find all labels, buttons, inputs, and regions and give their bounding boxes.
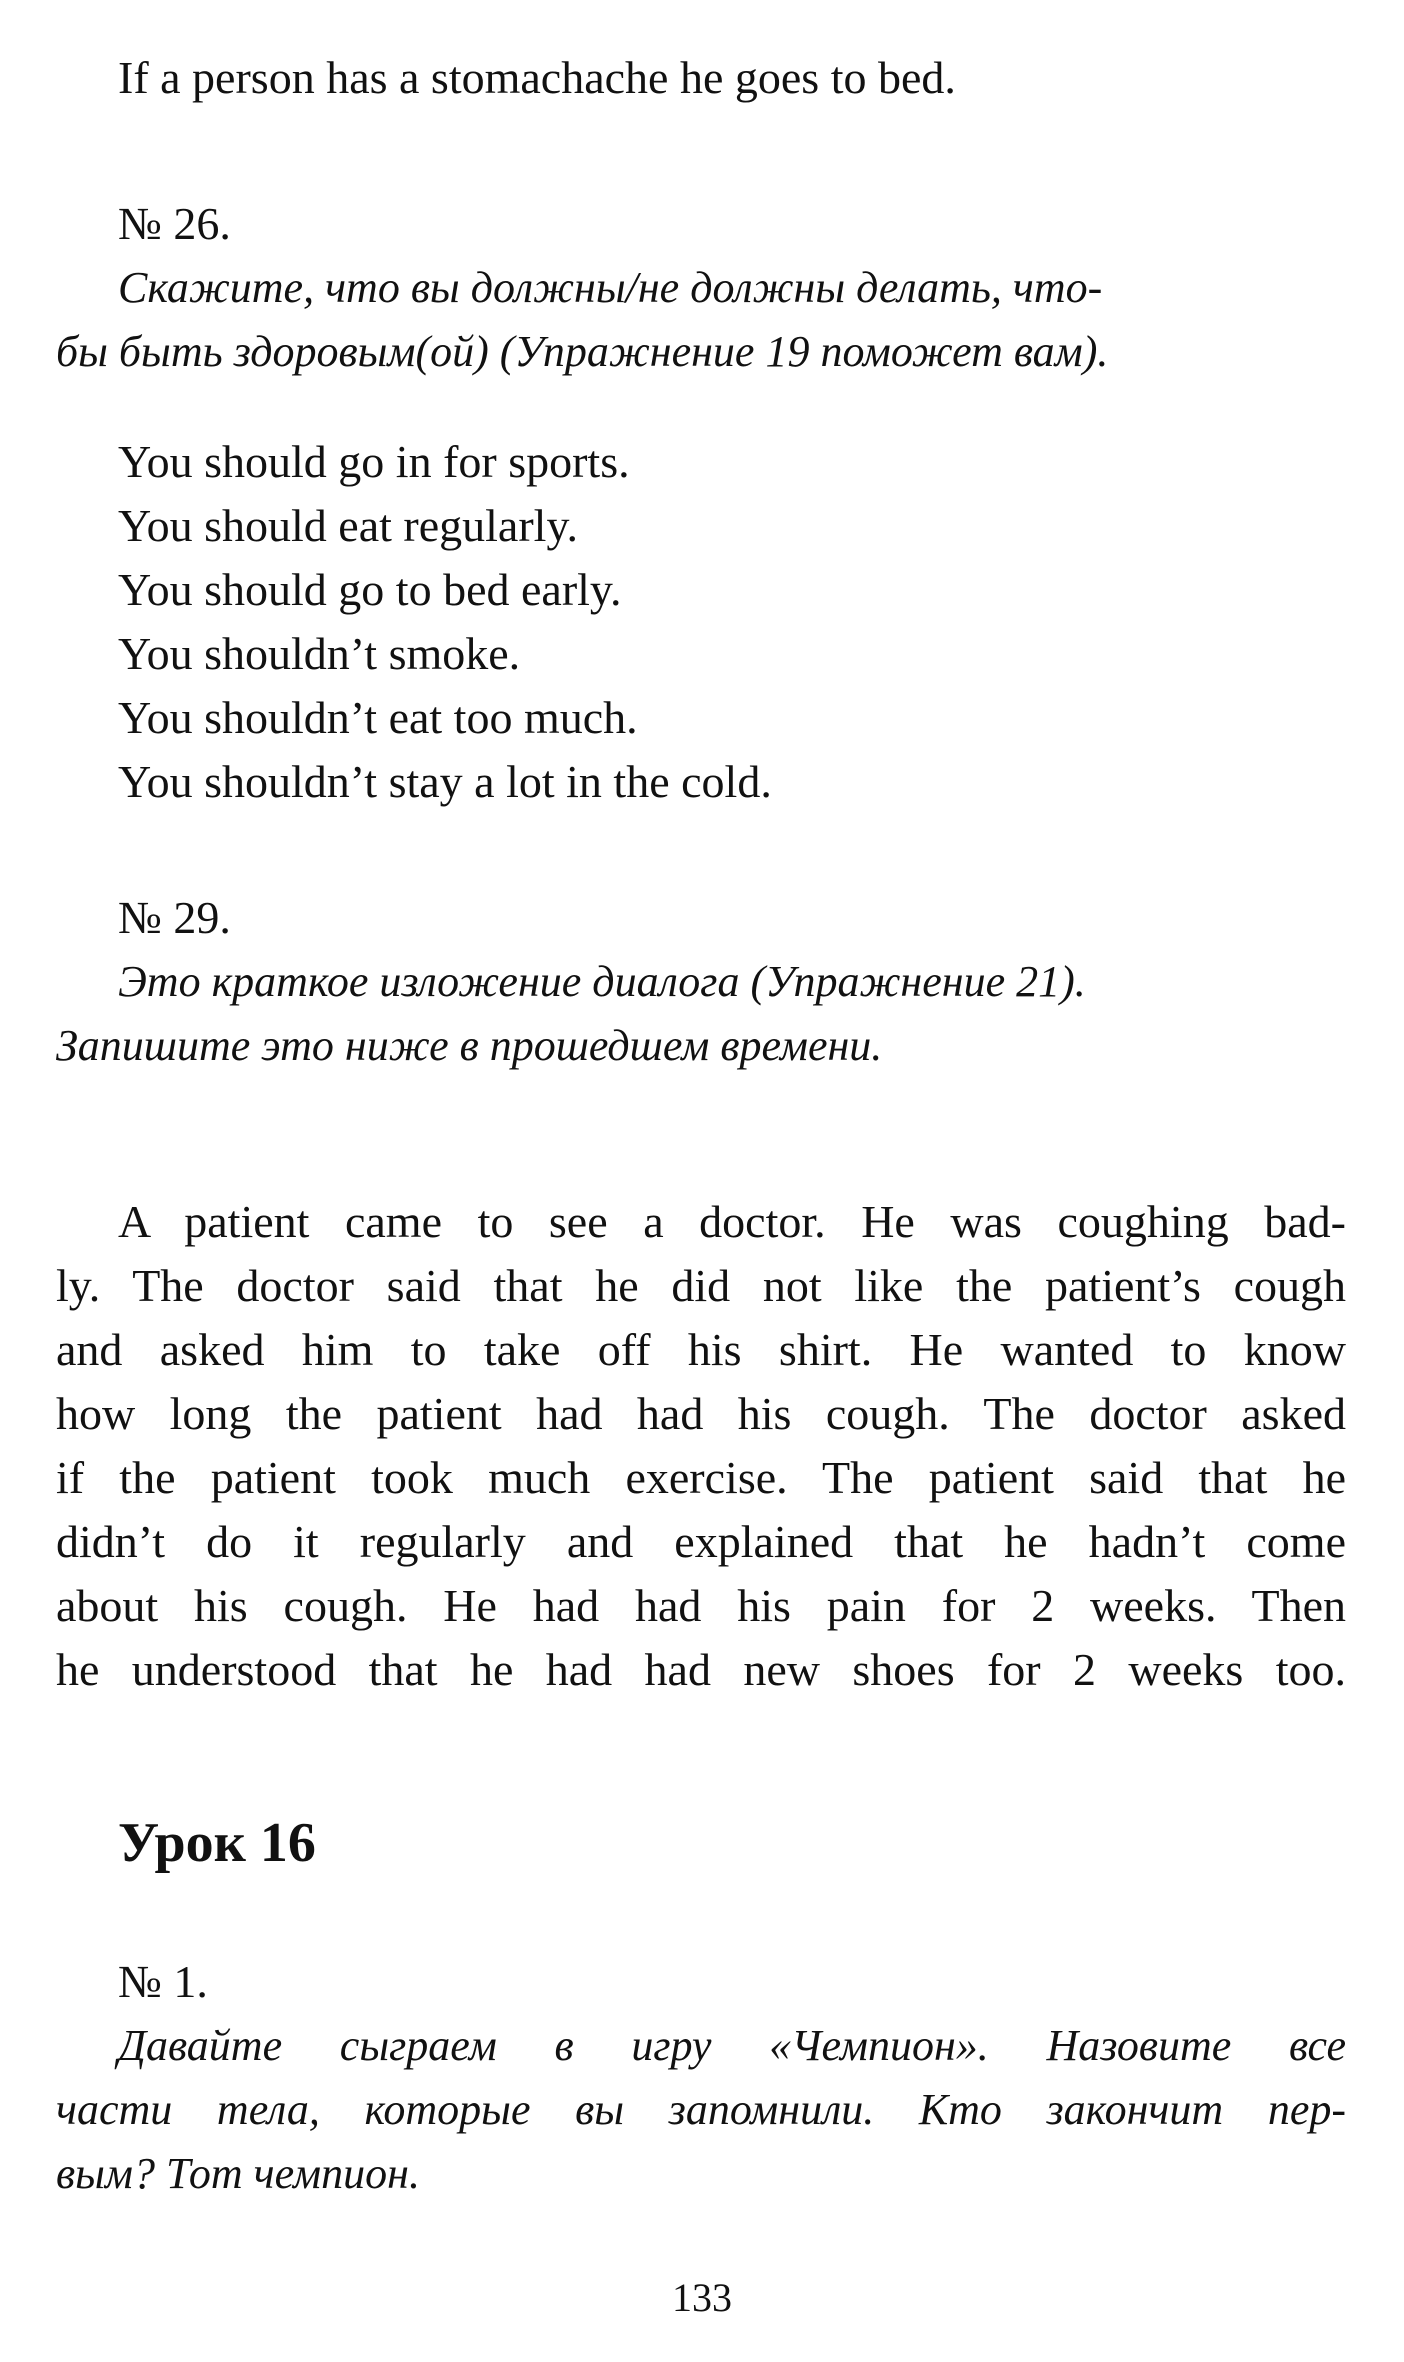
exercise-29-paragraph-line: he understood that he had had new shoes for 2 weeks too. [56, 1644, 1346, 1695]
exercise-29-paragraph-line: how long the patient had had his cough. The doctor asked [56, 1388, 1346, 1439]
exercise-26-number: № 26. [118, 198, 231, 249]
exercise-29-instruction-line-1: Это краткое изложение диалога (Упражнение 21). [118, 957, 1086, 1006]
exercise-26-instruction-line-1: Скажите, что вы должны/не должны делать, что- [118, 263, 1103, 312]
exercise-26-answer: You shouldn’t smoke. [118, 628, 521, 679]
page-number: 133 [672, 2275, 732, 2320]
exercise-26-answer: You should go to bed early. [118, 564, 622, 615]
exercise-29-instruction-line-2: Запишите это ниже в прошедшем времени. [56, 1021, 883, 1070]
exercise-1-instruction-line-2: части тела, которые вы запомнили. Кто закончит пер- [56, 2085, 1346, 2134]
exercise-29-number: № 29. [118, 892, 231, 943]
exercise-29-paragraph-line: and asked him to take off his shirt. He wanted to know [56, 1324, 1346, 1375]
exercise-29-paragraph-line: if the patient took much exercise. The patient said that he [56, 1452, 1346, 1503]
exercise-29-paragraph-line: A patient came to see a doctor. He was coughing bad- [118, 1196, 1346, 1247]
exercise-1-instruction-line-3: вым? Тот чемпион. [56, 2149, 420, 2198]
exercise-29-paragraph-line: didn’t do it regularly and explained that he hadn’t come [56, 1516, 1346, 1567]
exercise-26-instruction-line-2: бы быть здоровым(ой) (Упражнение 19 поможет вам). [56, 327, 1109, 376]
exercise-26-answer: You shouldn’t eat too much. [118, 692, 638, 743]
exercise-29-paragraph-line: about his cough. He had had his pain for 2 weeks. Then [56, 1580, 1346, 1631]
exercise-29-paragraph-line: ly. The doctor said that he did not like the patient’s cough [56, 1260, 1346, 1311]
intro-sentence: If a person has a stomachache he goes to bed. [118, 52, 956, 103]
exercise-26-answer: You shouldn’t stay a lot in the cold. [118, 756, 772, 807]
lesson-heading: Урок 16 [118, 1812, 316, 1874]
exercise-1-instruction-line-1: Давайте сыграем в игру «Чемпион». Назовите все [118, 2021, 1346, 2070]
exercise-26-answer: You should eat regularly. [118, 500, 578, 551]
exercise-26-answer: You should go in for sports. [118, 436, 630, 487]
exercise-1-number: № 1. [118, 1956, 208, 2007]
